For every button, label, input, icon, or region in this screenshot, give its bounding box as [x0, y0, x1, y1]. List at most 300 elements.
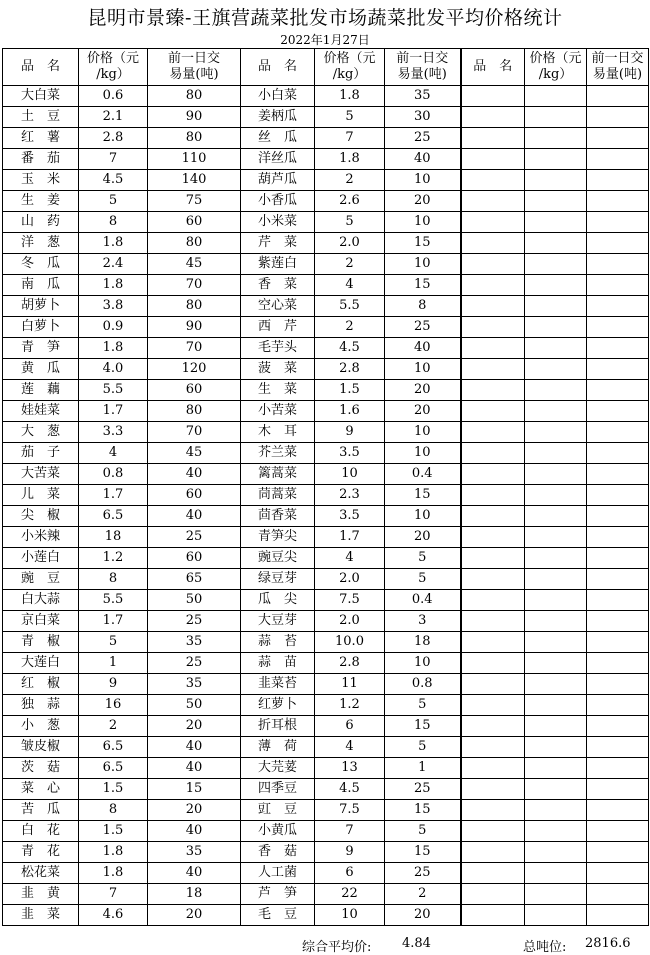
item-price: 7.5: [315, 800, 385, 821]
table-row: [3, 254, 649, 275]
item-volume: 80: [148, 296, 241, 317]
empty-cell: [525, 401, 587, 422]
table-row: [3, 422, 649, 443]
empty-cell: [461, 401, 525, 422]
item-price: 5: [315, 212, 385, 233]
item-name: 大芫荽: [241, 758, 315, 779]
item-name: 茼蒿菜: [241, 485, 315, 506]
item-name: 冬 瓜: [3, 254, 79, 275]
empty-cell: [587, 149, 649, 170]
item-price: 8: [79, 800, 148, 821]
item-volume: 45: [148, 443, 241, 464]
item-name: 小苦菜: [241, 401, 315, 422]
empty-cell: [461, 758, 525, 779]
empty-cell: [461, 296, 525, 317]
item-name: 豌豆尖: [241, 548, 315, 569]
item-volume: 140: [148, 170, 241, 191]
table-row: [3, 905, 649, 926]
item-price: 9: [315, 842, 385, 863]
item-price: 9: [315, 422, 385, 443]
item-name: 青笋尖: [241, 527, 315, 548]
item-volume: 20: [385, 527, 461, 548]
item-volume: 80: [148, 128, 241, 149]
empty-cell: [525, 107, 587, 128]
table-row: [3, 233, 649, 254]
item-price: 6: [315, 863, 385, 884]
item-price: 1.5: [79, 779, 148, 800]
item-price: 4.5: [79, 170, 148, 191]
item-price: 7.5: [315, 590, 385, 611]
empty-cell: [587, 275, 649, 296]
table-row: [3, 758, 649, 779]
table-row: [3, 128, 649, 149]
item-volume: 5: [385, 821, 461, 842]
table-row: [3, 275, 649, 296]
item-price: 0.8: [79, 464, 148, 485]
item-volume: 18: [148, 884, 241, 905]
item-price: 1.8: [315, 86, 385, 107]
item-name: 韭 菜: [3, 905, 79, 926]
item-name: 独 蒜: [3, 695, 79, 716]
item-volume: 1: [385, 758, 461, 779]
empty-cell: [461, 506, 525, 527]
empty-cell: [587, 800, 649, 821]
empty-cell: [525, 380, 587, 401]
item-name: 葫芦瓜: [241, 170, 315, 191]
item-volume: 15: [148, 779, 241, 800]
empty-cell: [525, 254, 587, 275]
item-name: 莲 藕: [3, 380, 79, 401]
item-price: 5.5: [79, 590, 148, 611]
item-price: 2.8: [315, 653, 385, 674]
item-price: 9: [79, 674, 148, 695]
item-price: 2.0: [315, 569, 385, 590]
item-volume: 60: [148, 212, 241, 233]
item-volume: 40: [148, 758, 241, 779]
table-row: [3, 884, 649, 905]
empty-cell: [525, 527, 587, 548]
empty-cell: [587, 422, 649, 443]
item-volume: 0.4: [385, 464, 461, 485]
empty-cell: [461, 821, 525, 842]
item-name: 豇 豆: [241, 800, 315, 821]
price-table: [2, 48, 649, 926]
table-row: [3, 464, 649, 485]
table-row: [3, 548, 649, 569]
item-name: 大 葱: [3, 422, 79, 443]
empty-cell: [461, 632, 525, 653]
item-name: 茄 子: [3, 443, 79, 464]
item-price: 2.3: [315, 485, 385, 506]
page-title: 昆明市景臻-王旗营蔬菜批发市场蔬菜批发平均价格统计: [87, 7, 563, 29]
item-volume: 80: [148, 401, 241, 422]
item-volume: 20: [148, 716, 241, 737]
item-volume: 35: [148, 632, 241, 653]
item-name: 南 瓜: [3, 275, 79, 296]
item-name: 青 花: [3, 842, 79, 863]
table-row: [3, 380, 649, 401]
item-volume: 60: [148, 485, 241, 506]
empty-cell: [461, 380, 525, 401]
item-volume: 70: [148, 275, 241, 296]
item-volume: 45: [148, 254, 241, 275]
empty-cell: [587, 821, 649, 842]
item-volume: 25: [385, 779, 461, 800]
item-price: 7: [315, 821, 385, 842]
empty-cell: [461, 695, 525, 716]
item-price: 16: [79, 695, 148, 716]
table-row: [3, 296, 649, 317]
item-volume: 10: [385, 506, 461, 527]
empty-cell: [587, 653, 649, 674]
col-header-name: 品 名: [241, 49, 315, 86]
item-price: 2: [315, 317, 385, 338]
item-price: 4: [315, 737, 385, 758]
item-volume: 80: [148, 86, 241, 107]
col-header-price: 价格（元 /kg）: [79, 49, 148, 86]
empty-cell: [461, 779, 525, 800]
empty-cell: [461, 443, 525, 464]
empty-cell: [587, 170, 649, 191]
empty-cell: [525, 548, 587, 569]
item-name: 折耳根: [241, 716, 315, 737]
empty-cell: [525, 674, 587, 695]
item-volume: 20: [385, 905, 461, 926]
empty-cell: [461, 653, 525, 674]
item-volume: 70: [148, 338, 241, 359]
total-tonnage-value: 2816.6: [585, 936, 631, 951]
empty-cell: [587, 107, 649, 128]
empty-cell: [587, 485, 649, 506]
empty-cell: [525, 632, 587, 653]
col-header-price: 价格（元 /kg）: [525, 49, 587, 86]
empty-cell: [461, 905, 525, 926]
table-row: [3, 842, 649, 863]
item-name: 蒜 苗: [241, 653, 315, 674]
item-volume: 75: [148, 191, 241, 212]
item-name: 大豆芽: [241, 611, 315, 632]
empty-cell: [461, 233, 525, 254]
item-volume: 90: [148, 317, 241, 338]
empty-cell: [461, 611, 525, 632]
item-volume: 10: [385, 653, 461, 674]
item-price: 1.2: [79, 548, 148, 569]
empty-cell: [587, 674, 649, 695]
empty-cell: [587, 401, 649, 422]
item-name: 生 姜: [3, 191, 79, 212]
item-volume: 25: [385, 317, 461, 338]
item-volume: 40: [148, 821, 241, 842]
item-volume: 20: [385, 401, 461, 422]
empty-cell: [587, 317, 649, 338]
item-name: 苦 瓜: [3, 800, 79, 821]
table-row: [3, 506, 649, 527]
empty-cell: [461, 590, 525, 611]
item-price: 1.7: [79, 401, 148, 422]
empty-cell: [461, 107, 525, 128]
item-name: 小莲白: [3, 548, 79, 569]
empty-cell: [587, 779, 649, 800]
item-volume: 10: [385, 359, 461, 380]
item-name: 青 椒: [3, 632, 79, 653]
item-price: 10.0: [315, 632, 385, 653]
item-volume: 50: [148, 695, 241, 716]
col-header-price: 价格（元 /kg）: [315, 49, 385, 86]
item-price: 0.6: [79, 86, 148, 107]
empty-cell: [461, 254, 525, 275]
empty-cell: [461, 317, 525, 338]
table-row: [3, 107, 649, 128]
empty-cell: [525, 233, 587, 254]
item-name: 黄 瓜: [3, 359, 79, 380]
item-name: 小白菜: [241, 86, 315, 107]
item-name: 豌 豆: [3, 569, 79, 590]
item-volume: 40: [148, 464, 241, 485]
item-price: 10: [315, 905, 385, 926]
item-name: 瓜 尖: [241, 590, 315, 611]
table-row: [3, 716, 649, 737]
table-row: [3, 569, 649, 590]
item-price: 13: [315, 758, 385, 779]
empty-cell: [461, 737, 525, 758]
item-name: 姜柄瓜: [241, 107, 315, 128]
item-volume: 5: [385, 737, 461, 758]
empty-cell: [525, 884, 587, 905]
item-name: 丝 瓜: [241, 128, 315, 149]
item-volume: 10: [385, 212, 461, 233]
item-price: 2.6: [315, 191, 385, 212]
item-volume: 65: [148, 569, 241, 590]
item-price: 1.8: [79, 275, 148, 296]
item-volume: 8: [385, 296, 461, 317]
item-name: 玉 米: [3, 170, 79, 191]
empty-cell: [587, 380, 649, 401]
empty-cell: [587, 884, 649, 905]
empty-cell: [587, 758, 649, 779]
empty-cell: [525, 611, 587, 632]
table-row: [3, 821, 649, 842]
item-name: 茴香菜: [241, 506, 315, 527]
item-name: 红 薯: [3, 128, 79, 149]
col-header-volume: 前一日交 易量(吨): [587, 49, 649, 86]
empty-cell: [525, 821, 587, 842]
item-volume: 10: [385, 443, 461, 464]
item-name: 篱蒿菜: [241, 464, 315, 485]
item-price: 4: [315, 275, 385, 296]
item-price: 8: [79, 212, 148, 233]
table-row: [3, 674, 649, 695]
item-name: 大苦菜: [3, 464, 79, 485]
empty-cell: [525, 422, 587, 443]
empty-cell: [461, 716, 525, 737]
item-volume: 25: [148, 611, 241, 632]
item-price: 5: [79, 191, 148, 212]
total-tonnage-label: 总吨位:: [523, 940, 567, 955]
item-price: 3.5: [315, 506, 385, 527]
item-price: 1.8: [79, 863, 148, 884]
item-name: 大白菜: [3, 86, 79, 107]
empty-cell: [461, 548, 525, 569]
item-price: 2: [79, 716, 148, 737]
item-name: 菠 菜: [241, 359, 315, 380]
empty-cell: [587, 863, 649, 884]
empty-cell: [525, 737, 587, 758]
item-price: 3.5: [315, 443, 385, 464]
item-price: 1.5: [315, 380, 385, 401]
empty-cell: [587, 632, 649, 653]
item-price: 2: [315, 254, 385, 275]
empty-cell: [525, 758, 587, 779]
empty-cell: [587, 842, 649, 863]
empty-cell: [525, 653, 587, 674]
table-row: [3, 653, 649, 674]
item-volume: 10: [385, 254, 461, 275]
empty-cell: [587, 338, 649, 359]
empty-cell: [461, 485, 525, 506]
item-name: 芦 笋: [241, 884, 315, 905]
empty-cell: [525, 170, 587, 191]
table-row: [3, 317, 649, 338]
item-name: 芹 菜: [241, 233, 315, 254]
empty-cell: [525, 128, 587, 149]
item-volume: 30: [385, 107, 461, 128]
item-volume: 80: [148, 233, 241, 254]
item-name: 香 菇: [241, 842, 315, 863]
empty-cell: [587, 212, 649, 233]
empty-cell: [461, 128, 525, 149]
item-price: 1.5: [79, 821, 148, 842]
empty-cell: [587, 548, 649, 569]
table-row: [3, 863, 649, 884]
col-header-name: 品 名: [461, 49, 525, 86]
item-name: 白大蒜: [3, 590, 79, 611]
item-volume: 25: [385, 128, 461, 149]
empty-cell: [461, 422, 525, 443]
empty-cell: [525, 296, 587, 317]
empty-cell: [461, 191, 525, 212]
empty-cell: [587, 611, 649, 632]
item-volume: 2: [385, 884, 461, 905]
average-price-value: 4.84: [402, 936, 431, 951]
item-price: 6.5: [79, 506, 148, 527]
table-row: [3, 191, 649, 212]
item-price: 3.3: [79, 422, 148, 443]
item-volume: 0.4: [385, 590, 461, 611]
empty-cell: [587, 737, 649, 758]
item-volume: 18: [385, 632, 461, 653]
empty-cell: [587, 191, 649, 212]
empty-cell: [587, 590, 649, 611]
empty-cell: [461, 170, 525, 191]
item-volume: 50: [148, 590, 241, 611]
item-name: 洋 葱: [3, 233, 79, 254]
empty-cell: [587, 464, 649, 485]
item-volume: 15: [385, 233, 461, 254]
table-row: [3, 527, 649, 548]
item-volume: 25: [385, 863, 461, 884]
item-name: 山 药: [3, 212, 79, 233]
empty-cell: [525, 485, 587, 506]
empty-cell: [461, 275, 525, 296]
empty-cell: [525, 800, 587, 821]
item-name: 皱皮椒: [3, 737, 79, 758]
item-price: 10: [315, 464, 385, 485]
empty-cell: [525, 464, 587, 485]
empty-cell: [587, 128, 649, 149]
empty-cell: [461, 527, 525, 548]
table-row: [3, 359, 649, 380]
empty-cell: [587, 716, 649, 737]
item-name: 儿 菜: [3, 485, 79, 506]
item-volume: 40: [385, 149, 461, 170]
table-row: [3, 611, 649, 632]
empty-cell: [525, 716, 587, 737]
item-price: 1.8: [79, 233, 148, 254]
empty-cell: [587, 233, 649, 254]
item-volume: 25: [148, 653, 241, 674]
item-volume: 35: [148, 674, 241, 695]
empty-cell: [587, 86, 649, 107]
item-price: 3.8: [79, 296, 148, 317]
item-name: 土 豆: [3, 107, 79, 128]
item-price: 8: [79, 569, 148, 590]
table-row: [3, 170, 649, 191]
item-name: 紫莲白: [241, 254, 315, 275]
empty-cell: [461, 212, 525, 233]
item-price: 4: [79, 443, 148, 464]
empty-cell: [525, 695, 587, 716]
col-header-volume: 前一日交 易量(吨): [385, 49, 461, 86]
table-row: [3, 212, 649, 233]
table-row: [3, 779, 649, 800]
item-name: 芥兰菜: [241, 443, 315, 464]
empty-cell: [461, 800, 525, 821]
item-name: 毛芋头: [241, 338, 315, 359]
item-name: 毛 豆: [241, 905, 315, 926]
item-name: 洋丝瓜: [241, 149, 315, 170]
empty-cell: [525, 779, 587, 800]
empty-cell: [587, 296, 649, 317]
table-row: [3, 401, 649, 422]
empty-cell: [525, 905, 587, 926]
item-volume: 3: [385, 611, 461, 632]
item-name: 西 芹: [241, 317, 315, 338]
item-price: 5.5: [315, 296, 385, 317]
item-volume: 35: [385, 86, 461, 107]
table-row: [3, 800, 649, 821]
item-price: 4.6: [79, 905, 148, 926]
col-header-name: 品 名: [3, 49, 79, 86]
item-volume: 40: [148, 737, 241, 758]
table-row: [3, 737, 649, 758]
item-volume: 20: [385, 380, 461, 401]
item-name: 尖 椒: [3, 506, 79, 527]
empty-cell: [587, 254, 649, 275]
item-price: 5: [315, 107, 385, 128]
average-price-label: 综合平均价:: [302, 940, 372, 955]
empty-cell: [461, 863, 525, 884]
item-price: 2.0: [315, 233, 385, 254]
item-volume: 40: [385, 338, 461, 359]
item-name: 娃娃菜: [3, 401, 79, 422]
item-volume: 0.8: [385, 674, 461, 695]
empty-cell: [525, 317, 587, 338]
item-volume: 90: [148, 107, 241, 128]
item-price: 1.8: [79, 842, 148, 863]
item-volume: 15: [385, 275, 461, 296]
col-header-volume: 前一日交 易量(吨): [148, 49, 241, 86]
empty-cell: [525, 863, 587, 884]
